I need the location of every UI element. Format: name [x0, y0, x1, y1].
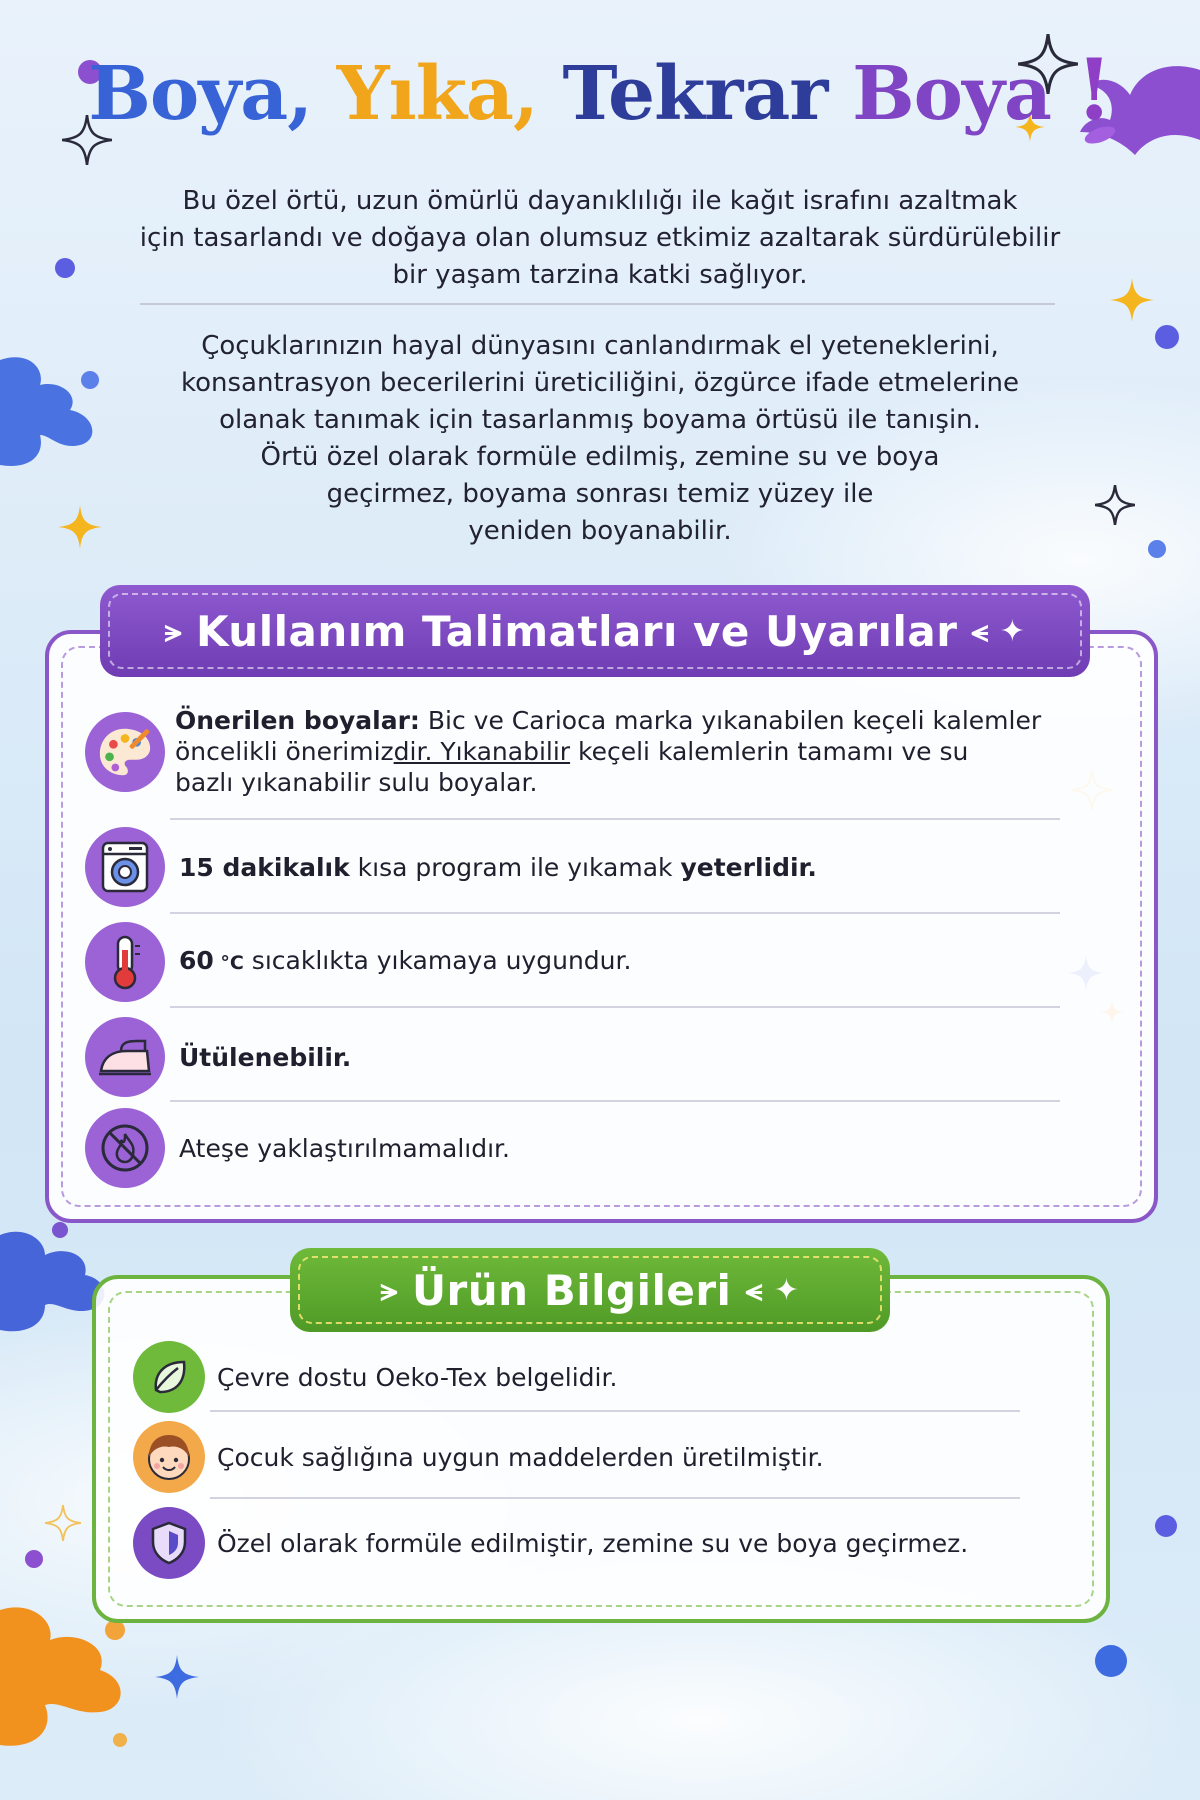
title-exclamation: !: [1075, 40, 1112, 139]
product-heading: Ürün Bilgileri: [411, 1265, 732, 1315]
product-item-eco: Çevre dostu Oeko-Tex belgelidir.: [133, 1341, 1063, 1413]
thermometer-icon: [85, 922, 165, 1002]
product-item-child-health: Çocuk sağlığına uygun maddelerden üretilmiştir.: [133, 1421, 1063, 1493]
row-divider: [170, 1006, 1060, 1008]
palette-icon: [85, 712, 165, 792]
iron-icon: [85, 1017, 165, 1097]
intro-paragraph-1: Bu özel örtü, uzun ömürlü dayanıklılığı ile kağıt israfını azaltmak için tasarlandı ve doğaya olan olumsuz etkimiz azaltarak sürdürülebilir bir yaşam tarzina katki sağlıyor.: [139, 186, 1061, 290]
dot: [1148, 540, 1166, 558]
child-face-icon: [133, 1421, 205, 1493]
blue-splash-left: [0, 340, 110, 480]
dot: [55, 258, 75, 278]
row-divider: [210, 1410, 1020, 1412]
sparkle-icon: [58, 505, 102, 549]
title-word-3: Tekrar: [562, 51, 828, 137]
usage-item-wash: 15 dakikalık kısa program ile yıkamak yeterlidir.: [85, 827, 1115, 907]
usage-item-iron: Ütülenebilir.: [85, 1017, 1115, 1097]
row-divider: [170, 912, 1060, 914]
intro-divider: [140, 303, 1055, 305]
page-title: [0, 40, 1200, 139]
usage-item-temperature: 60 °C sıcaklıkta yıkamaya uygundur.: [85, 922, 1115, 1002]
usage-item-paints: Önerilen boyalar: Bic ve Carioca marka yıkanabilen keçeli kalemler öncelikli önerimizdir. Yıkanabilir keçeli kalemlerin tamamı ve su bazlı yıkanabilir sulu boyalar.: [85, 705, 1115, 798]
intro-paragraph-2: Çoçuklarınızın hayal dünyasını canlandırmak el yeteneklerini, konsantrasyon becerilerini üreticiliğini, özgürce ifade etmelerine olanak tanımak için tasarlanmış boyama örtüsü ile tanışin. Örtü özel olarak formüle edilmiş, zemine su ve boya geçirmez, boyama sonrası temiz yüzey ile yeniden boyanabilir.: [180, 331, 1020, 546]
dot: [1155, 325, 1179, 349]
sparkle-icon: [155, 1655, 199, 1699]
washing-machine-icon: [85, 827, 165, 907]
paints-label: Önerilen boyalar:: [175, 706, 420, 735]
no-fire-icon: [85, 1108, 165, 1188]
row-divider: [170, 1100, 1060, 1102]
product-item-waterproof: Özel olarak formüle edilmiştir, zemine su ve boya geçirmez.: [133, 1507, 1063, 1579]
usage-banner: ⪫ Kullanım Talimatları ve Uyarılar ⪪ ✦: [100, 585, 1090, 677]
usage-item-fire: Ateşe yaklaştırılmamalıdır.: [85, 1108, 1115, 1188]
sparkle-icon: [45, 1505, 81, 1541]
orange-splash-bottom-left: [0, 1600, 140, 1760]
title-word-2: Yıka,: [336, 51, 538, 137]
title-word-4: Boya: [852, 51, 1051, 137]
row-divider: [170, 818, 1060, 820]
title-word-1: Boya,: [88, 51, 313, 137]
product-banner: ⪫ Ürün Bilgileri ⪪ ✦: [290, 1248, 890, 1332]
dot: [1155, 1515, 1177, 1537]
row-divider: [210, 1497, 1020, 1499]
leaf-icon: [133, 1341, 205, 1413]
sparkle-icon: [1110, 278, 1154, 322]
usage-heading: Kullanım Talimatları ve Uyarılar: [195, 606, 958, 656]
sparkle-icon: [1095, 485, 1135, 525]
shield-icon: [133, 1507, 205, 1579]
dot: [25, 1550, 43, 1568]
dot: [1095, 1645, 1127, 1677]
